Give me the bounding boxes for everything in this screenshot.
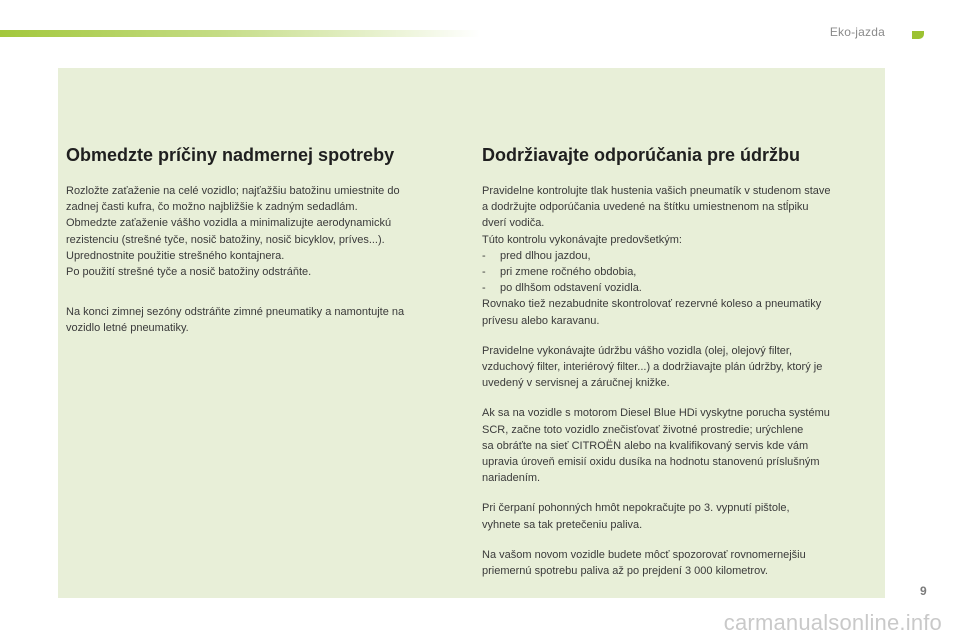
text-line: Rovnako tiež nezabudnite skontrolovať rezervné koleso a pneumatiky bbox=[482, 298, 822, 311]
text-line: Rozložte zaťaženie na celé vozidlo; najťažšiu batožinu umiestnite do bbox=[66, 185, 400, 197]
text-line: zadnej časti kufra, čo možno najbližšie k zadným sedadlám. bbox=[66, 201, 358, 214]
right-paragraph-2 bbox=[482, 343, 880, 392]
text-line: prívesu alebo karavanu. bbox=[482, 314, 600, 327]
dash-list-item: - pred dlhou jazdou, bbox=[482, 248, 880, 264]
text-line: a dodržujte odporúčania uvedené na štítku umiestnenom na stĺpiku bbox=[482, 201, 809, 214]
watermark: carmanualsonline.info bbox=[723, 610, 942, 635]
text-line: uvedený v servisnej a záručnej knižke. bbox=[482, 377, 670, 390]
text-line: Pravidelne kontrolujte tlak hustenia vašich pneumatík v studenom stave bbox=[482, 185, 831, 197]
text-line: SCR, začne toto vozidlo znečisťovať životné prostredie; urýchlene bbox=[482, 423, 804, 436]
right-column bbox=[482, 144, 880, 593]
left-heading: Obmedzte príčiny nadmernej spotreby bbox=[66, 145, 395, 165]
right-paragraph-5 bbox=[482, 547, 880, 579]
dash-item-text: pred dlhou jazdou, bbox=[500, 249, 591, 262]
header-accent-bar bbox=[0, 30, 480, 37]
left-paragraph-1 bbox=[66, 183, 460, 280]
text-line: Ak sa na vozidle s motorom Diesel Blue HDi vyskytne porucha systému bbox=[482, 407, 830, 420]
text-line: Na konci zimnej sezóny odstráňte zimné pneumatiky a namontujte na bbox=[66, 306, 405, 319]
left-column bbox=[66, 144, 460, 351]
text-line: nariadením. bbox=[482, 472, 541, 485]
text-line: Obmedzte zaťaženie vášho vozidla a minimalizujte aerodynamickú bbox=[66, 217, 392, 230]
header-corner-mark bbox=[912, 31, 924, 39]
right-paragraph-1 bbox=[482, 183, 880, 329]
text-line: Na vašom novom vozidle budete môcť spozorovať rovnomernejšiu bbox=[482, 548, 806, 561]
text-line: Uprednostnite použitie strešného kontajnera. bbox=[66, 249, 285, 262]
dash-item-text: po dlhšom odstavení vozidla. bbox=[500, 282, 642, 295]
dash-list-item: - po dlhšom odstavení vozidla. bbox=[482, 280, 880, 296]
text-line: dverí vodiča. bbox=[482, 217, 545, 230]
right-paragraph-3 bbox=[482, 405, 880, 486]
dash-item-text: pri zmene ročného obdobia, bbox=[500, 266, 637, 279]
text-line: upravia úroveň emisií oxidu dusíka na hodnotu stanovenú príslušným bbox=[482, 456, 820, 469]
text-line: vzduchový filter, interiérový filter...) a dodržiavajte plán údržby, ktorý je bbox=[482, 361, 823, 374]
right-heading: Dodržiavajte odporúčania pre údržbu bbox=[482, 145, 801, 165]
text-line: Po použití strešné tyče a nosič batožiny odstráňte. bbox=[66, 266, 312, 279]
text-line: priemernú spotrebu paliva až po prejdení 3 000 kilometrov. bbox=[482, 565, 768, 578]
text-line: vyhnete sa tak pretečeniu paliva. bbox=[482, 518, 643, 531]
page-number: 9 bbox=[920, 584, 927, 598]
text-line: Pravidelne vykonávajte údržbu vášho vozidla (olej, olejový filter, bbox=[482, 344, 792, 357]
left-paragraph-2 bbox=[66, 304, 460, 336]
text-line: rezistenciu (strešné tyče, nosič batožiny, nosič bicyklov, príves...). bbox=[66, 233, 385, 246]
text-line: vozidlo letné pneumatiky. bbox=[66, 322, 189, 335]
text-line: sa obráťte na sieť CITROËN alebo na kvalifikovaný servis kde vám bbox=[482, 439, 809, 452]
text-line: Túto kontrolu vykonávajte predovšetkým: bbox=[482, 233, 682, 246]
section-label: Eko-jazda bbox=[829, 25, 885, 39]
right-paragraph-4 bbox=[482, 500, 880, 532]
text-line: Pri čerpaní pohonných hmôt nepokračujte po 3. vypnutí pištole, bbox=[482, 502, 790, 515]
dash-list-item: - pri zmene ročného obdobia, bbox=[482, 264, 880, 280]
